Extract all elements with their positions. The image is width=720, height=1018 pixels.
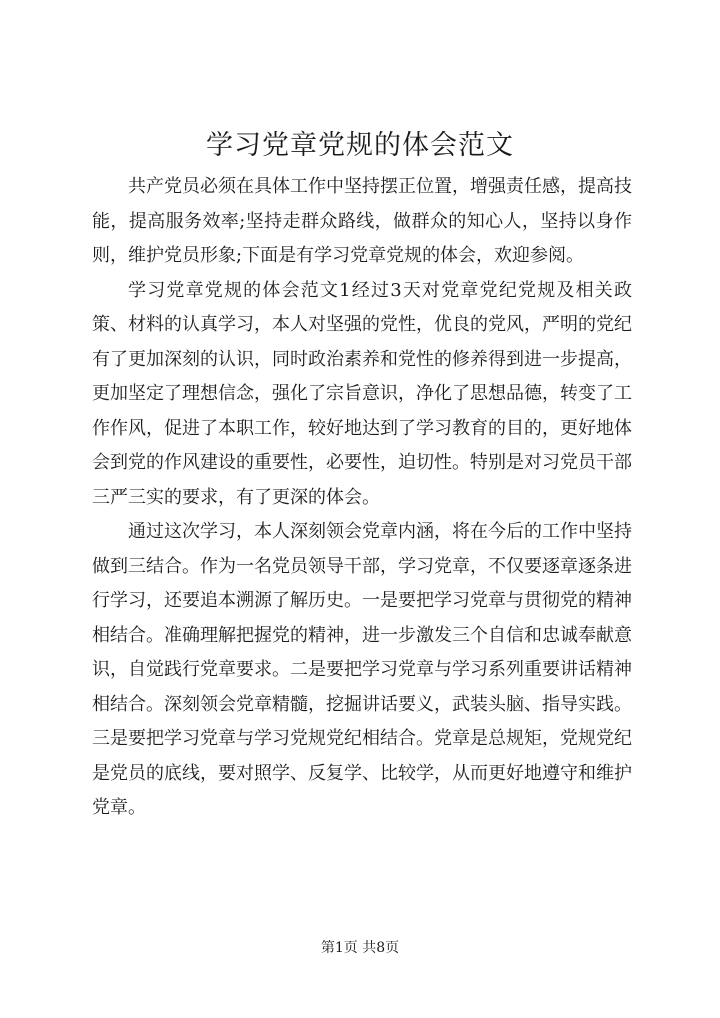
paragraph-intro: 共产党员必须在具体工作中坚持摆正位置，增强责任感，提高技能，提高服务效率;坚持走群众路线，做群众的知心人，坚持以身作则，维护党员形象;下面是有学习党章党规的体会，欢迎参阅。 <box>92 176 632 266</box>
document-title: 学习党章党规的体会范文 <box>206 130 514 161</box>
page-number-footer: 第1页 共8页 <box>320 940 400 956</box>
paragraph-essay-one: 学习党章党规的体会范文1经过3天对党章党纪党规及相关政策、材料的认真学习，本人对坚强的党性，优良的党风，严明的党纪有了更加深刻的认识，同时政治素养和党性的修养得到进一步提高，更加坚定了理想信念，强化了宗旨意识，净化了思想品德，转变了工作作风，促进了本职工作，较好地达到了学习教育的目的，更好地体会到党的作风建设的重要性，必要性，迫切性。特别是对习党员干部三严三实的要求，有了更深的体会。 <box>92 279 632 508</box>
paragraph-three-combinations: 通过这次学习，本人深刻领会党章内涵，将在今后的工作中坚持做到三结合。作为一名党员领导干部，学习党章，不仅要逐章逐条进行学习，还要追本溯源了解历史。一是要把学习党章与贯彻党的精神相结合。准确理解把握党的精神，进一步激发三个自信和忠诚奉献意识，自觉践行党章要求。二是要把学习党章与学习系列重要讲话精神相结合。深刻领会党章精髓，挖掘讲话要义，武装头脑、指导实践。三是要把学习党章与学习党规党纪相结合。党章是总规矩，党规党纪是党员的底线，要对照学、反复学、比较学，从而更好地遵守和维护党章。 <box>92 521 632 818</box>
document-body <box>92 170 632 826</box>
